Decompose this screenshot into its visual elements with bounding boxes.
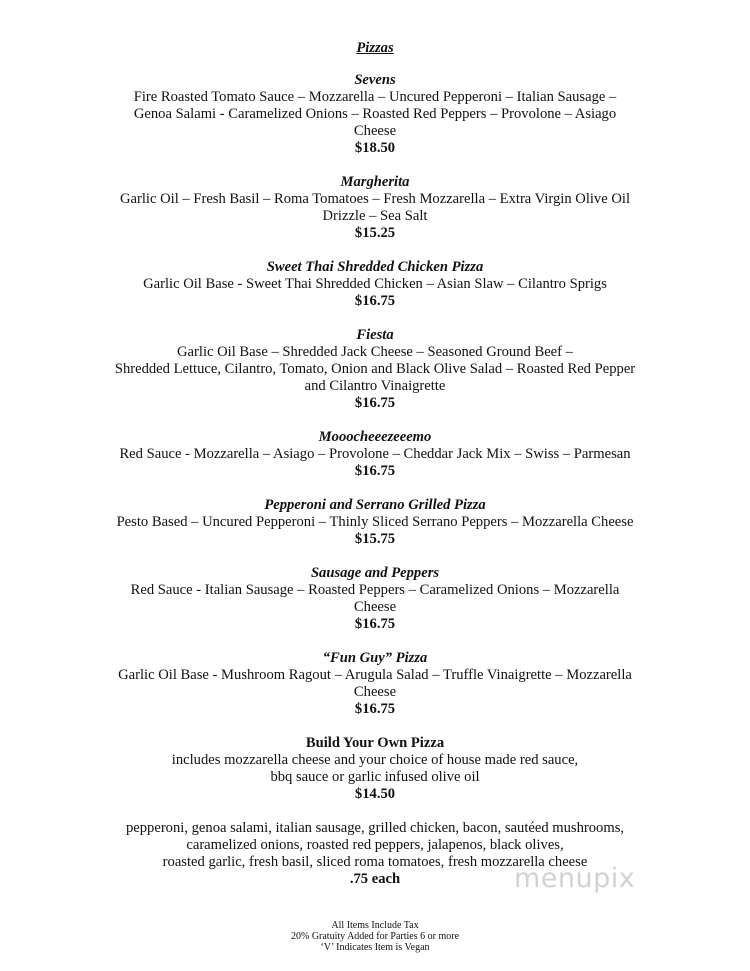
item-description: Garlic Oil – Fresh Basil – Roma Tomatoes – Fresh Mozzarella – Extra Virgin Olive Oil	[119, 191, 630, 207]
menu-item	[0, 497, 750, 548]
item-description: Red Sauce - Italian Sausage – Roasted Peppers – Caramelized Onions – Mozzarella	[130, 582, 620, 598]
watermark-logo: menupix	[514, 863, 636, 894]
item-price: $16.75	[354, 293, 396, 309]
item-description: Genoa Salami - Caramelized Onions – Roasted Red Peppers – Provolone – Asiago	[133, 106, 617, 122]
item-price: $15.75	[354, 531, 396, 547]
item-description: caramelized onions, roasted red peppers, jalapenos, black olives,	[186, 837, 564, 853]
menu-item	[0, 259, 750, 310]
menu-item	[0, 72, 750, 157]
item-price: .75 each	[349, 871, 401, 887]
item-description: roasted garlic, fresh basil, sliced roma tomatoes, fresh mozzarella cheese	[162, 854, 588, 870]
menu-item	[0, 565, 750, 633]
item-description: Cheese	[353, 684, 397, 700]
item-description: bbq sauce or garlic infused olive oil	[270, 769, 480, 785]
menu-item	[0, 820, 750, 894]
item-name: Build Your Own Pizza	[305, 735, 445, 751]
menu-items	[0, 72, 750, 894]
item-description: Drizzle – Sea Salt	[322, 208, 428, 224]
menu-item	[0, 650, 750, 718]
item-price: $16.75	[354, 701, 396, 717]
item-description: Cheese	[353, 123, 397, 139]
item-name: Mooocheeezeeemo	[318, 429, 432, 445]
item-price: $16.75	[354, 463, 396, 479]
menu-item	[0, 429, 750, 480]
footer-note: All Items Include Tax	[331, 920, 419, 931]
item-description: Garlic Oil Base - Sweet Thai Shredded Chicken – Asian Slaw – Cilantro Sprigs	[143, 276, 607, 292]
item-name: Fiesta	[356, 327, 394, 343]
item-price: $15.25	[354, 225, 396, 241]
item-name: Pepperoni and Serrano Grilled Pizza	[264, 497, 486, 513]
footer-note: 20% Gratuity Added for Parties 6 or more	[290, 931, 460, 942]
item-name: Sausage and Peppers	[310, 565, 440, 581]
item-description: Garlic Oil Base - Mushroom Ragout – Arugula Salad – Truffle Vinaigrette – Mozzarella	[118, 667, 632, 683]
item-price: $16.75	[354, 395, 396, 411]
footer-note: ‘V’ Indicates Item is Vegan	[320, 942, 430, 953]
item-description: and Cilantro Vinaigrette	[304, 378, 446, 394]
item-name: Sweet Thai Shredded Chicken Pizza	[266, 259, 484, 275]
item-description: pepperoni, genoa salami, italian sausage, grilled chicken, bacon, sautéed mushrooms,	[125, 820, 625, 836]
section-title: Pizzas	[356, 40, 394, 56]
item-name: Margherita	[340, 174, 410, 190]
item-description: Fire Roasted Tomato Sauce – Mozzarella – Uncured Pepperoni – Italian Sausage –	[133, 89, 617, 105]
footer-notes	[0, 920, 750, 953]
item-description: Garlic Oil Base – Shredded Jack Cheese – Seasoned Ground Beef –	[177, 344, 573, 360]
item-description: includes mozzarella cheese and your choice of house made red sauce,	[171, 752, 579, 768]
item-price: $18.50	[354, 140, 396, 156]
menu	[0, 40, 750, 905]
item-description: Cheese	[353, 599, 397, 615]
item-name: Sevens	[354, 72, 396, 88]
menu-item	[0, 174, 750, 242]
menu-item	[0, 327, 750, 412]
item-description: Shredded Lettuce, Cilantro, Tomato, Onion and Black Olive Salad – Roasted Red Pepper	[114, 361, 636, 377]
item-name: “Fun Guy” Pizza	[322, 650, 428, 666]
item-description: Red Sauce - Mozzarella – Asiago – Provolone – Cheddar Jack Mix – Swiss – Parmesan	[119, 446, 631, 462]
item-price: $16.75	[354, 616, 396, 632]
item-price: $14.50	[354, 786, 396, 802]
item-description: Pesto Based – Uncured Pepperoni – Thinly Sliced Serrano Peppers – Mozzarella Cheese	[116, 514, 634, 530]
menu-item	[0, 735, 750, 803]
